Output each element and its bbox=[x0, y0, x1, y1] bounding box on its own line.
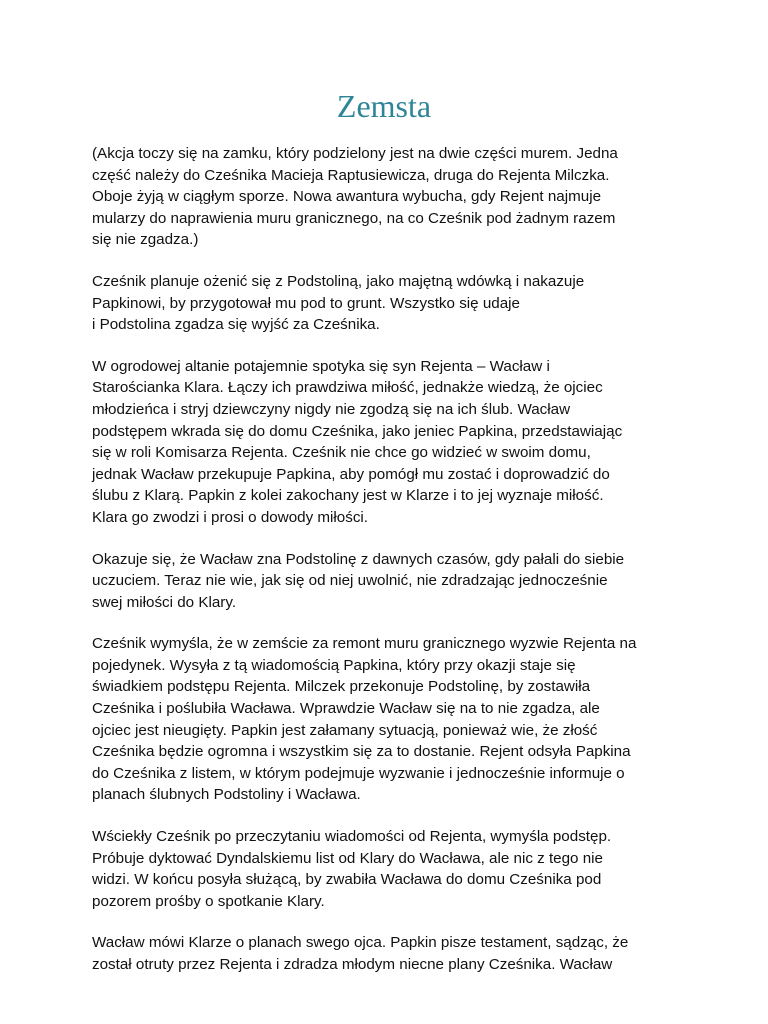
text-line: widzi. W końcu posyła służącą, by zwabiła Wacława do domu Cześnika pod bbox=[92, 871, 602, 889]
text-line: się w roli Komisarza Rejenta. Cześnik nie chce go widzieć w swoim domu, bbox=[92, 444, 591, 462]
text-line: Oboje żyją w ciągłym sporze. Nowa awantura wybucha, gdy Rejent najmuje bbox=[92, 188, 602, 206]
text-line: i Podstolina zgadza się wyjść za Cześnika. bbox=[92, 316, 380, 334]
text-line: Cześnik wymyśla, że w zemście za remont muru granicznego wyzwie Rejenta na bbox=[92, 635, 637, 653]
text-line: ojciec jest nieugięty. Papkin jest załamany sytuacją, ponieważ wie, że złość bbox=[92, 721, 598, 739]
paragraph-1 bbox=[92, 143, 692, 251]
text-line: swej miłości do Klary. bbox=[92, 593, 237, 611]
text-line: do Cześnika z listem, w którym podejmuje wyzwanie i jednocześnie informuje o bbox=[92, 764, 625, 782]
text-line: pojedynek. Wysyła z tą wiadomością Papkina, który przy okazji staje się bbox=[92, 656, 576, 674]
text-line: W ogrodowej altanie potajemnie spotyka się syn Rejenta – Wacław i bbox=[92, 357, 550, 375]
text-line: Starościanka Klara. Łączy ich prawdziwa miłość, jednakże wiedzą, że ojciec bbox=[92, 379, 603, 397]
text-line: świadkiem podstępu Rejenta. Milczek przekonuje Podstolinę, by zostawiła bbox=[92, 678, 591, 696]
paragraph-6 bbox=[92, 826, 692, 912]
text-line: (Akcja toczy się na zamku, który podzielony jest na dwie części murem. Jedna bbox=[92, 145, 618, 162]
text-line: młodzieńca i stryj dziewczyny nigdy nie zgodzą się na ich ślub. Wacław bbox=[92, 400, 571, 418]
text-line: Próbuje dyktować Dyndalskiemu list od Klary do Wacława, ale nic z tego nie bbox=[92, 849, 603, 867]
document-title: Zemsta bbox=[336, 88, 432, 124]
paragraph-7 bbox=[92, 932, 692, 975]
text-line: Klara go zwodzi i prosi o dowody miłości. bbox=[92, 508, 369, 526]
text-line: planach ślubnych Podstoliny i Wacława. bbox=[92, 786, 361, 804]
text-line: się nie zgadza.) bbox=[92, 231, 199, 249]
text-line: Cześnika i poślubiła Wacława. Wprawdzie Wacław się na to nie zgadza, ale bbox=[92, 700, 600, 718]
document-body bbox=[92, 143, 692, 996]
text-line: został otruty przez Rejenta i zdradza młodym niecne plany Cześnika. Wacław bbox=[92, 956, 613, 973]
text-line: podstępem wkrada się do domu Cześnika, jako jeniec Papkina, przedstawiając bbox=[92, 422, 623, 440]
text-line: Wacław mówi Klarze o planach swego ojca. Papkin pisze testament, sądząc, że bbox=[92, 934, 629, 952]
text-line: mularzy do naprawienia muru granicznego, na co Cześnik pod żadnym razem bbox=[92, 209, 616, 227]
text-line: ślubu z Klarą. Papkin z kolei zakochany jest w Klarze i to jej wyznaje miłość. bbox=[92, 487, 604, 505]
text-line: uczuciem. Teraz nie wie, jak się od niej uwolnić, nie zdradzając jednocześnie bbox=[92, 572, 608, 590]
paragraph-4 bbox=[92, 549, 692, 614]
text-line: część należy do Cześnika Macieja Raptusiewicza, druga do Rejenta Milczka. bbox=[92, 166, 610, 184]
paragraph-2 bbox=[92, 271, 692, 336]
text-line: Cześnika będzie ogromna i wszystkim się za to dostanie. Rejent odsyła Papkina bbox=[92, 743, 631, 761]
text-line: Cześnik planuje ożenić się z Podstoliną, jako majętną wdówką i nakazuje bbox=[92, 272, 585, 290]
text-line: Wściekły Cześnik po przeczytaniu wiadomości od Rejenta, wymyśla podstęp. bbox=[92, 828, 612, 846]
text-line: Okazuje się, że Wacław zna Podstolinę z dawnych czasów, gdy pałali do siebie bbox=[92, 550, 625, 568]
paragraph-5 bbox=[92, 633, 692, 806]
paragraph-3 bbox=[92, 356, 692, 529]
text-line: pozorem prośby o spotkanie Klary. bbox=[92, 892, 325, 910]
text-line: jednak Wacław przekupuje Papkina, aby pomógł mu zostać i doprowadzić do bbox=[92, 465, 610, 483]
text-line: Papkinowi, by przygotował mu pod to grunt. Wszystko się udaje bbox=[92, 294, 520, 312]
